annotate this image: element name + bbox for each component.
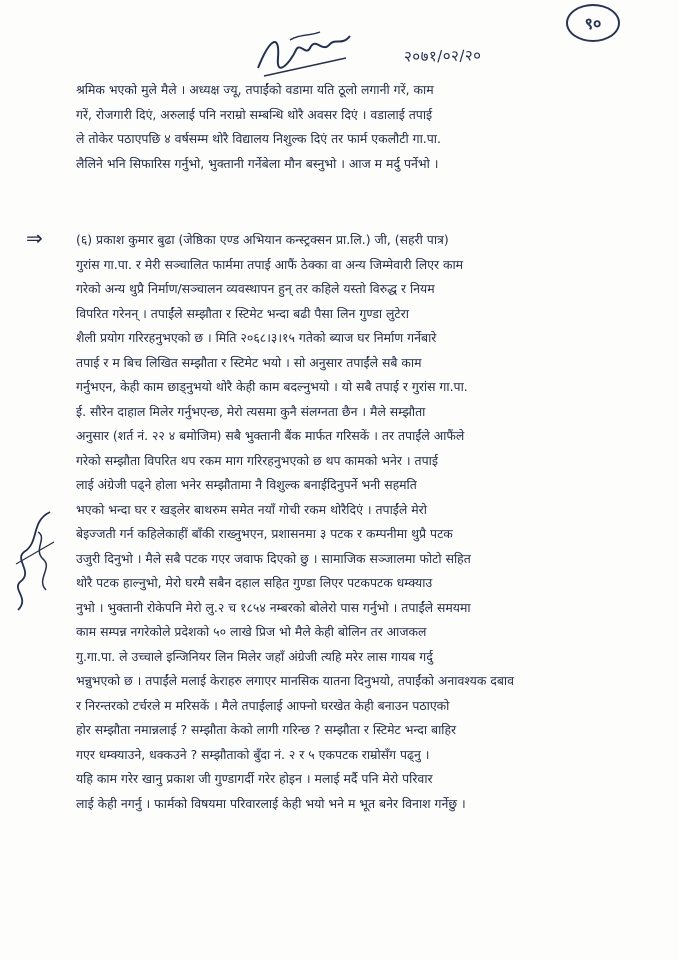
text-line: यहि काम गरेर खानु प्रकाश जी गुण्डागर्दी गरेर होइन । मलाई मर्दै पनि मेरो परिवार [76,771,433,786]
text-line: शैली प्रयोग गरिरहनुभएको छ । मिति २०६८।३।१५ गतेको ब्याज घर निर्माण गर्नेबारे [76,330,437,345]
text-line: विपरित गरेनन् । तपाईंले सम्झौता र स्टिमेट भन्दा बढी पैसा लिन गुण्डा लुटेरा [76,305,409,321]
text-line: थोरै पटक हाल्नुभो, मेरो घरमै सबैन दहाल सहित गुण्डा लिएर पटकपटक धम्क्याउ [76,575,433,590]
text-line: काम सम्पन्न नगरेकोले प्रदेशको ५० लाखे प्रिज भो मैले केही बोलिन तर आजकल [76,624,427,639]
text-line: ई. सौरेन दाहाल मिलेर गर्नुभएन्छ, मेरो त्यसमा कुनै संलग्नता छैन । मैले सम्झौता [76,403,426,419]
text-line: श्रमिक भएको मुले मैले । अध्यक्ष ज्यू, तपाईंको वडामा यति ठूलो लगानी गरें, काम [76,82,434,97]
signature-scribble-icon [250,28,360,83]
text-line: बेइज्जती गर्न कहिलेकाहीं बाँकी राख्नुभएन, प्रशासनमा ३ पटक र कम्पनीमा थुप्रै पटक [76,526,453,541]
text-line: लाई अंग्रेजी पढ्ने होला भनेर सम्झौतामा नै विशुल्क बनाईदिनुपर्ने भनी सहमति [76,477,417,492]
text-line: भन्नुभएको छ । तपाईंले मलाई केराहरु लगाएर मानसिक यातना दिनुभयो, तपाईंको अनावश्यक दबाव [76,673,515,688]
text-line: गरेको अन्य थुप्रै निर्माण/सञ्चालन व्यवस्थापन हुन् तर कहिले यस्तो विरुद्ध र नियम [76,281,435,296]
page-number-circle [566,4,620,42]
text-line: गरें, रोजगारी दिएं, अरुलाई पनि नराम्रो सम्बन्धि थोरै अवसर दिएं । वडालाई तपाई [76,106,433,122]
text-line: गु.गा.पा. ले उच्चाले इन्जिनियर लिन मिलेर जहाँ अंग्रेजी त्यहि मरेर लास गायब गर्दु [76,648,433,664]
text-line: गर्नुभएन, केही काम छाड्नुभयो थोरै केही काम बदल्नुभयो । यो सबै तपाई र गुरांस गा.पा. [76,379,468,394]
text-line: नुभो । भुक्तानी रोकेपनि मेरो लु.२ च १८५४ नम्बरको बोलेरो पास गर्नुभो । तपाईंले समयमा [76,599,471,615]
page-number: ९० [584,14,602,33]
text-line: गुरांस गा.पा. र मेरी सञ्चालित फार्ममा तपाई आफैं ठेक्का वा अन्य जिम्मेवारी लिएर काम [76,256,464,272]
paragraph-2 [76,228,664,816]
text-line: अनुसार (शर्त नं. २२ ४ बमोजिम) सबै भुक्तानी बैंक मार्फत गरिसकें । तर तपाईंले आफैंले [76,428,465,443]
signature-margin-scribble-icon [10,502,60,622]
text-line: तपाई र म बिच लिखित सम्झौता र स्टिमेट भयो । सो अनुसार तपाईंले सबै काम [76,354,422,370]
paragraph-1 [76,78,664,176]
text-line: (६) प्रकाश कुमार बुढा (जेष्ठिका एण्ड अभियान कन्स्ट्रक्सन प्रा.लि.) जी, (सहरी पात्र) [76,232,449,247]
letter-date: २०७१/०२/२० [403,46,482,66]
arrow-marker-icon: ⇒ [26,226,43,250]
text-line: गरेको सम्झौता विपरित थप रकम माग गरिरहनुभएको छ थप कामको भनेर । तपाई [76,452,438,468]
text-line: र निरन्तरको टर्चरले म मरिसकें । मैले तपाईलाई आफ्नो घरखेत केही बनाउन पठाएको [76,697,450,713]
text-line: उजुरी दिनुभो । मैले सबै पटक गएर जवाफ दिएको छु । सामाजिक सञ्जालमा फोटो सहित [76,550,471,566]
text-line: भएको भन्दा घर र खड्लेर बाथरुम समेत नयाँ गोची रकम थोरैदिएं । तपाईंले मेरो [76,501,427,517]
text-line: लाई केही नगर्नु । फार्मको विषयमा परिवारलाई केही भयो भने म भूत बनेर विनाश गर्नेछु । [76,795,466,811]
signature-top [250,28,360,83]
text-line: लैलिने भनि सिफारिस गर्नुभो, भुक्तानी गर्नेबेला मौन बस्नुभो । आज म मर्दु पर्नेभो । [76,155,439,171]
signature-margin [10,502,60,622]
text-line: गएर धम्क्याउने, धक्कउने ? सम्झौताको बुँदा नं. २ र ५ एकपटक राम्रोसँग पढ्नु । [76,746,430,762]
text-line: ले तोकेर पठाएपछि ४ वर्षसम्म थोरै विद्यालय निशुल्क दिएं तर फार्म एकलौटी गा.पा. [76,131,441,146]
text-line: होर सम्झौता नमान्नलाई ? सम्झौता केको लागी गरिन्छ ? सम्झौता र स्टिमेट भन्दा बाहिर [76,722,457,737]
